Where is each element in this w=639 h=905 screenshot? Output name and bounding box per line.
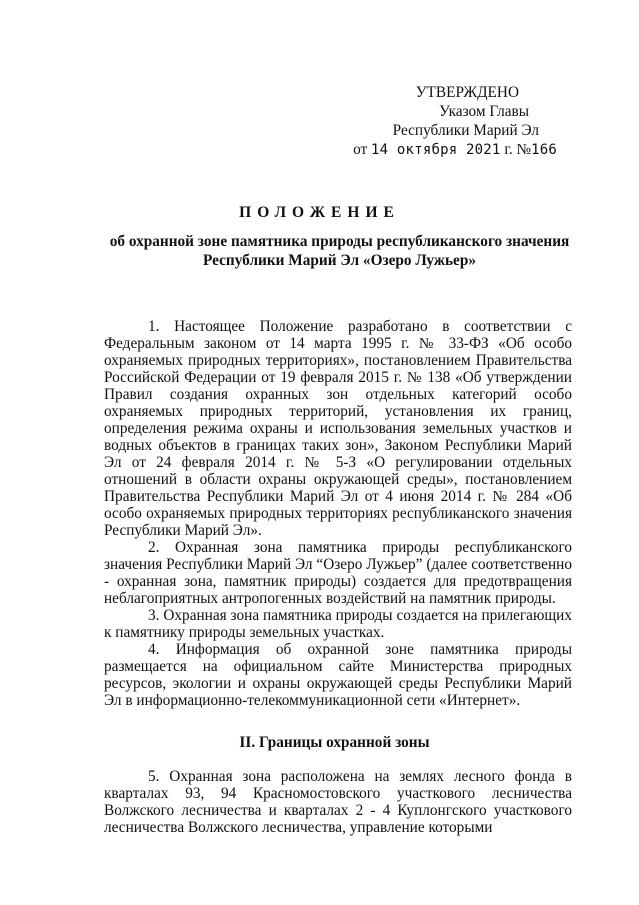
paragraph-1: 1. Настоящее Положение разработано в соответствии с Федеральным законом от 14 марта 1995 г. № 33-ФЗ «Об особо охраняемых природных территориях», постановлением Правительства Российской Федерации от 19 февраля 2015 г. № 138 «Об утверждении Правил создания охранных зон отдельных категорий особо охраняемых природных территорий, установления их границ, определения режима охраны и использования земельных участков и водных объектов в границах таких зон», Законом Республики Марий Эл от 24 февраля 2014 г. № 5-З «О регулировании отдельных отношений в области охраны окружающей среды», постановлением Правительства Республики Марий Эл от 4 июня 2014 г. № 284 «Об особо охраняемых природных территориях республиканского значения Республики Марий Эл». (104, 318, 572, 539)
paragraph-2: 2. Охранная зона памятника природы республиканского значения Республики Марий Эл “Озеро Лужьер” (далее соответственно - охранная зона, памятник природы) создается для предотвращения неблагоприятных антропогенных воздействий на памятник природы. (104, 539, 572, 607)
document-subtitle: об охранной зоне памятника природы республиканского значения Республики Марий Эл «Озеро Лужьер» (109, 233, 570, 269)
section-1-body (104, 318, 572, 709)
approval-date-mid: г. № (504, 141, 532, 158)
paragraph-3: 3. Охранная зона памятника природы создается на прилегающих к памятнику природы земельных участках. (104, 607, 572, 641)
approval-date-line (353, 140, 557, 160)
approval-block (353, 83, 557, 160)
document-title: ПОЛОЖЕНИЕ (239, 204, 400, 221)
paragraph-4: 4. Информация об охранной зоне памятника природы размещается на официальном сайте Министерства природных ресурсов, экологии и охраны окружающей среды Республики Марий Эл в информационно-телекоммуникационной сети «Интернет». (104, 641, 572, 709)
approval-date-value: 14 октября 2021 (371, 142, 501, 158)
approval-decree: Указом Главы (439, 103, 529, 120)
section-2-body (104, 768, 572, 836)
approval-number-value: 166 (531, 142, 557, 158)
approval-date-prefix: от (353, 141, 368, 158)
section-2-heading: II. Границы охранной зоны (239, 734, 430, 751)
approval-republic: Республики Марий Эл (392, 122, 539, 139)
paragraph-5: 5. Охранная зона расположена на землях лесного фонда в кварталах 93, 94 Красномостовского участкового лесничества Волжского лесничества и кварталах 2 - 4 Куплонгского участкового лесничества Волжского лесничества, управление которыми (104, 768, 572, 836)
approval-heading: УТВЕРЖДЕНО (415, 84, 519, 101)
